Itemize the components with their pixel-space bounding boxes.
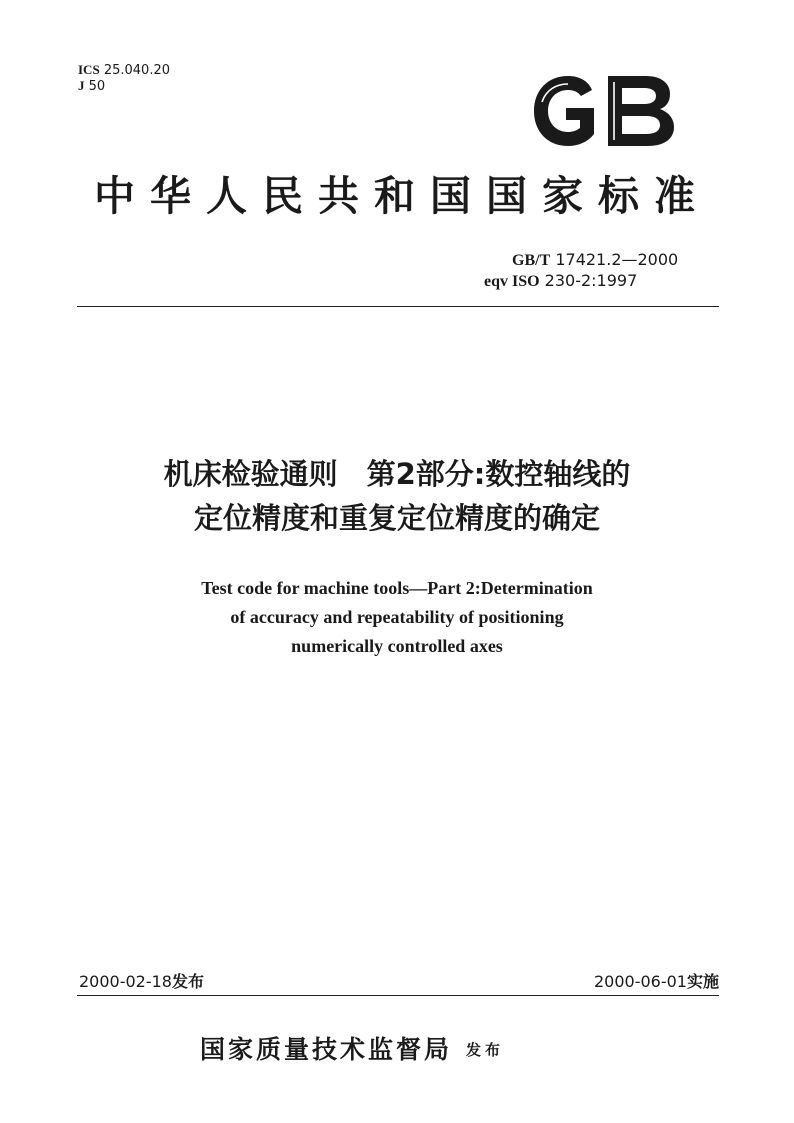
ics-code: 25.040.20: [103, 63, 170, 78]
issue-label: 发布: [171, 972, 204, 991]
ccs-label: J: [78, 78, 85, 93]
equivalent-standard-line: [484, 271, 678, 292]
standard-number-prefix: GB/T: [512, 252, 551, 269]
bottom-divider: [77, 995, 719, 996]
top-divider: [77, 306, 719, 307]
equivalent-prefix: eqv ISO: [484, 273, 540, 290]
issue-date-block: [79, 972, 204, 992]
ccs-code: 50: [88, 79, 106, 94]
classification-codes: [78, 62, 170, 94]
english-title-line-2: of accuracy and repeatability of positioning: [230, 607, 564, 627]
equivalent-standard: 230-2:1997: [544, 271, 638, 290]
gb-standard-logo: [528, 72, 678, 150]
implement-date-block: [594, 972, 719, 992]
organization-title: 中华人民共和国国家标准: [94, 172, 710, 220]
standard-number-line: [484, 250, 678, 271]
issue-date: 2000-02-18: [79, 972, 172, 991]
ics-line: [78, 62, 170, 78]
english-title-line-3: numerically controlled axes: [291, 636, 503, 656]
implement-date: 2000-06-01: [594, 972, 687, 991]
standard-number: 17421.2—2000: [555, 250, 679, 269]
standard-codes: [484, 250, 678, 292]
publisher-action: 发布: [466, 1041, 505, 1059]
publisher-name: 国家质量技术监督局: [200, 1035, 453, 1064]
ccs-line: [78, 78, 170, 94]
chinese-title-line-2: 定位精度和重复定位精度的确定: [193, 501, 600, 535]
publisher-line: [200, 1030, 620, 1066]
chinese-title-line-1: 机床检验通则 第2部分:数控轴线的: [163, 457, 631, 491]
english-title: [60, 574, 734, 661]
ics-label: ICS: [78, 62, 100, 77]
gb-logo-icon: [528, 72, 678, 150]
implement-label: 实施: [686, 972, 719, 991]
english-title-line-1: Test code for machine tools—Part 2:Determination: [201, 578, 593, 598]
chinese-title: [60, 452, 734, 540]
